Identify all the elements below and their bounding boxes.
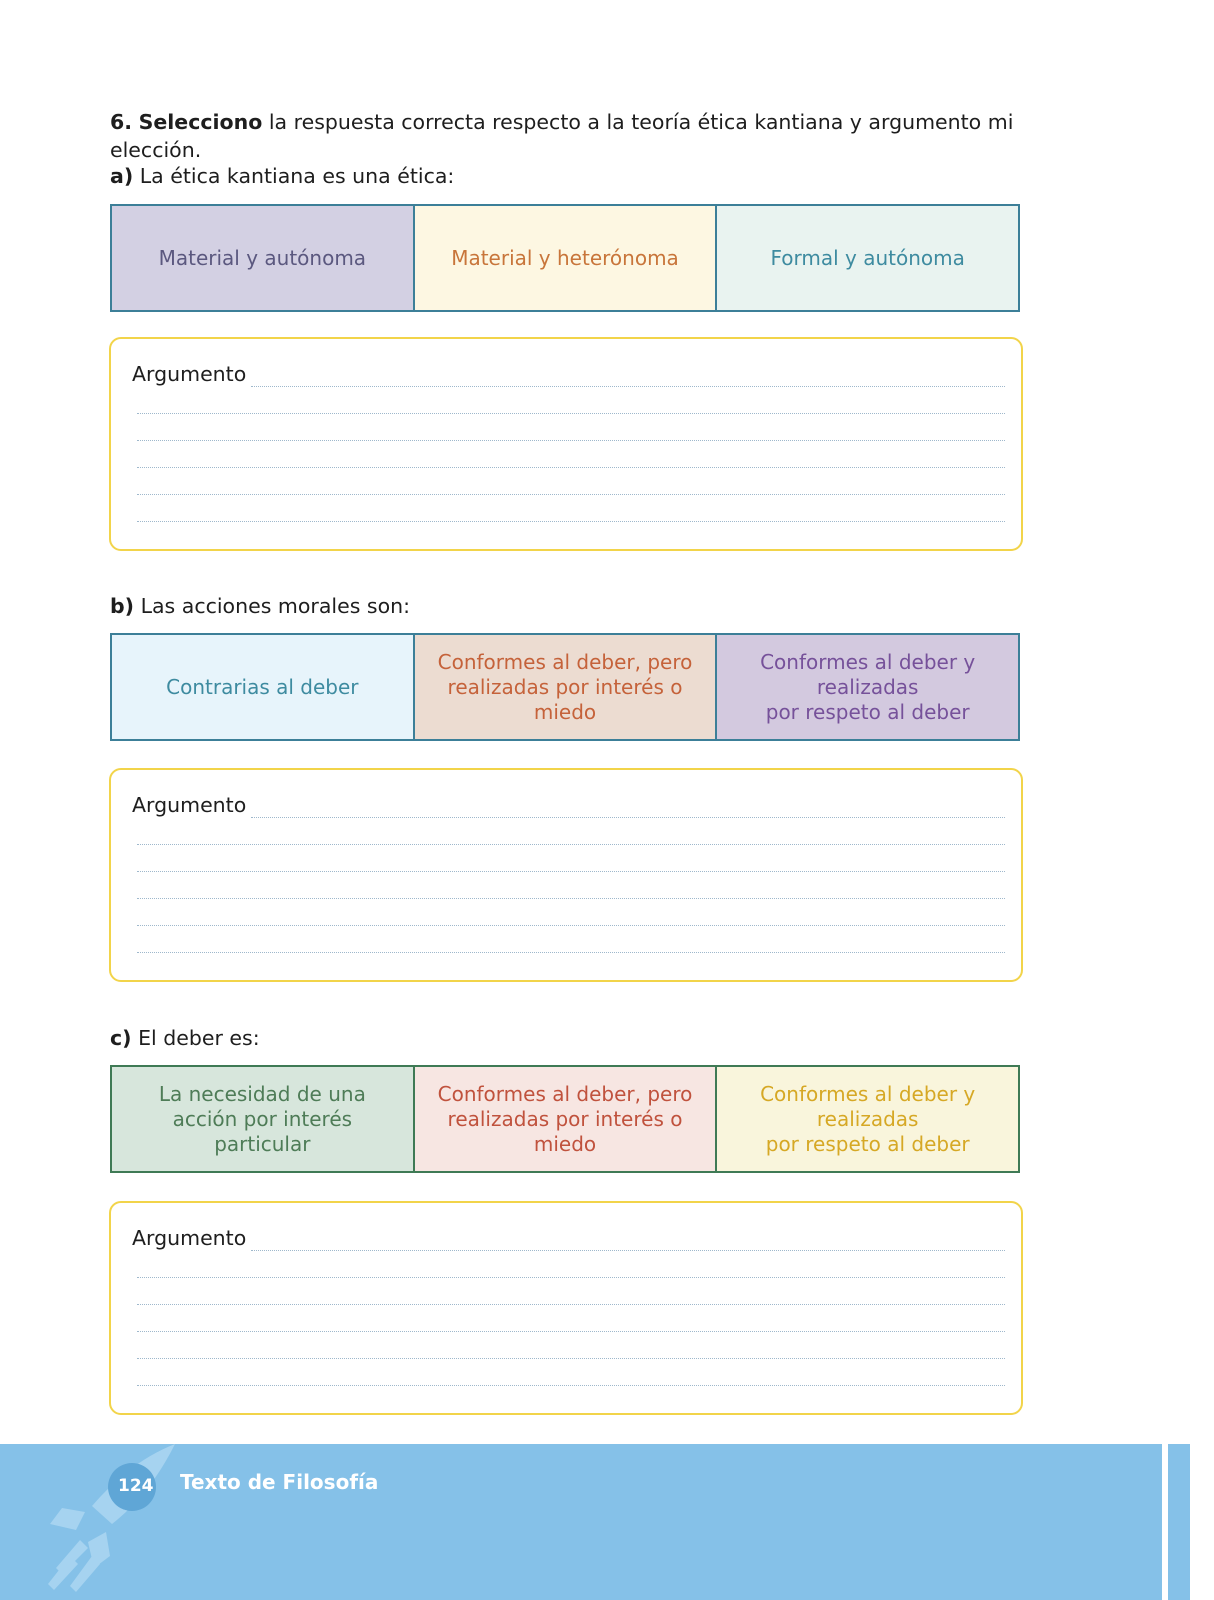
argument-label: Argumento [132,793,247,817]
option-conformes-respeto[interactable]: Conformes al deber y realizadas por respeto al deber [715,633,1020,741]
footer-divider [1162,1444,1168,1600]
question-a-prompt [110,162,454,190]
instruction-text: la respuesta correcta respecto a la teoría ética kantiana y argumento mi elección. [110,110,1014,162]
question-letter: b) [110,594,135,618]
answer-line[interactable] [137,467,1005,468]
answer-line[interactable] [137,1304,1005,1305]
answer-line[interactable] [137,898,1005,899]
argument-label: Argumento [132,362,247,386]
book-title: Texto de Filosofía [180,1470,379,1494]
argument-box-b[interactable] [109,768,1023,982]
answer-line[interactable] [137,952,1005,953]
instruction [110,108,1110,164]
page-number: 124 [118,1476,154,1496]
answer-line[interactable] [251,386,1005,387]
question-b-prompt [110,592,410,620]
answer-line[interactable] [137,844,1005,845]
option-material-heteronoma[interactable]: Material y heterónoma [413,204,716,312]
option-conformes-interes[interactable]: Conformes al deber, pero realizadas por interés o miedo [413,1065,716,1173]
question-text: La ética kantiana es una ética: [139,164,455,188]
option-contrarias-deber[interactable]: Contrarias al deber [110,633,413,741]
answer-line[interactable] [251,1250,1005,1251]
question-text: El deber es: [138,1026,260,1050]
question-c-options [110,1065,1020,1173]
option-material-autonoma[interactable]: Material y autónoma [110,204,413,312]
answer-line[interactable] [137,521,1005,522]
answer-line[interactable] [137,1277,1005,1278]
question-letter: a) [110,164,134,188]
argument-box-c[interactable] [109,1201,1023,1415]
question-letter: c) [110,1026,132,1050]
answer-line[interactable] [137,1331,1005,1332]
question-a-options [110,204,1020,312]
instruction-verb: Selecciono [138,110,263,134]
option-necesidad-interes[interactable]: La necesidad de una acción por interés particular [110,1065,413,1173]
question-b-options [110,633,1020,741]
argument-box-a[interactable] [109,337,1023,551]
option-formal-autonoma[interactable]: Formal y autónoma [715,204,1020,312]
question-c-prompt [110,1024,260,1052]
answer-line[interactable] [137,1358,1005,1359]
answer-line[interactable] [137,494,1005,495]
answer-line[interactable] [137,925,1005,926]
answer-line[interactable] [137,440,1005,441]
option-conformes-respeto[interactable]: Conformes al deber y realizadas por respeto al deber [715,1065,1020,1173]
instruction-number: 6. [110,110,133,134]
answer-line[interactable] [251,817,1005,818]
answer-line[interactable] [137,413,1005,414]
argument-label: Argumento [132,1226,247,1250]
footer-margin [1190,1444,1214,1600]
option-conformes-interes[interactable]: Conformes al deber, pero realizadas por interés o miedo [413,633,716,741]
answer-line[interactable] [137,871,1005,872]
answer-line[interactable] [137,1385,1005,1386]
question-text: Las acciones morales son: [140,594,411,618]
rocket-icon [40,1444,190,1600]
